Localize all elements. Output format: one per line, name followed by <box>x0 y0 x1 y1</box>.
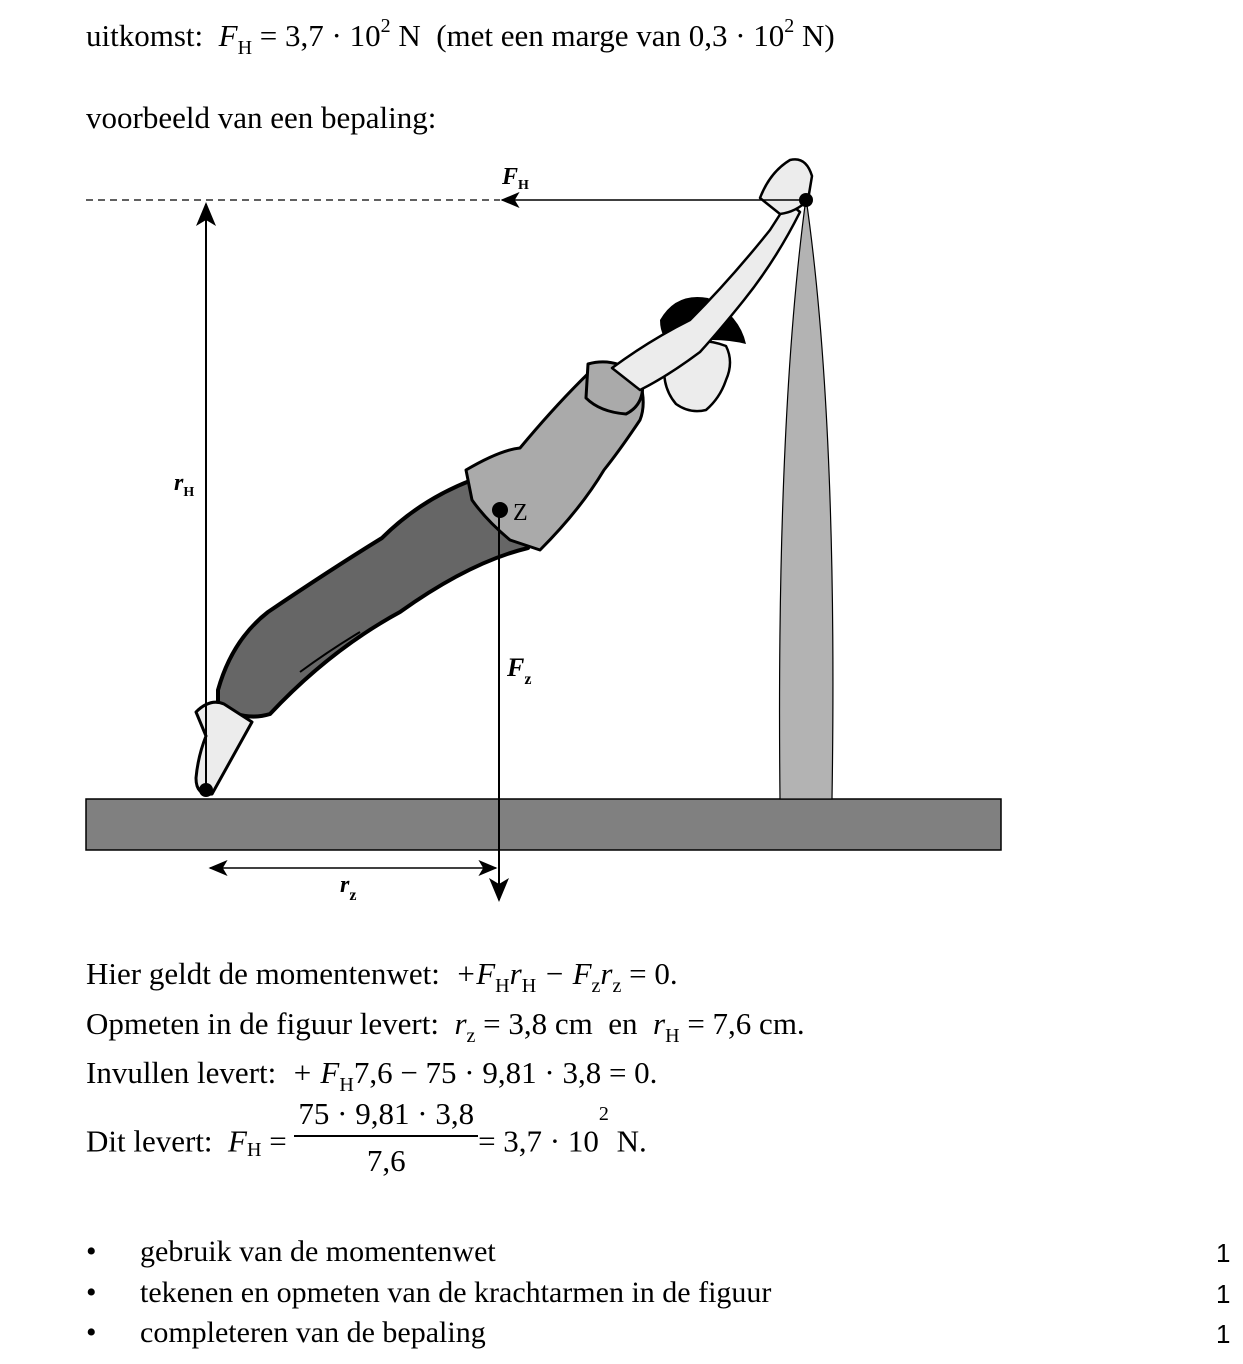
person-legs <box>218 480 528 717</box>
derivation-line-4 <box>86 1096 647 1180</box>
eq1-Fz: − F <box>536 956 592 991</box>
answer-margin-end: N) <box>802 18 835 53</box>
criterion-1-bullet: • <box>86 1235 97 1268</box>
eq4-result-exp: 2 <box>598 1103 609 1126</box>
eq2-rH: r <box>653 1006 666 1041</box>
derivation-line-3 <box>86 1057 657 1095</box>
eq3-rest: 7,6 − 75 · 9,81 · 3,8 = 0. <box>353 1055 658 1090</box>
criterion-1-points: 1 <box>1216 1238 1231 1268</box>
label-Z: Z <box>513 500 528 526</box>
derivation-line-4-text: Dit levert: <box>86 1123 213 1159</box>
eq1-FH: +F <box>455 956 496 991</box>
eq4-result: = 3,7 · 10 <box>478 1123 599 1159</box>
eq2-rH-value: = 7,6 cm. <box>679 1006 805 1041</box>
label-FH: $F_H$ <box>502 164 529 193</box>
derivation-line-2-text: Opmeten in de figuur levert: <box>86 1006 439 1041</box>
answer-margin-exp: 2 <box>784 15 795 37</box>
criterion-2-text: tekenen en opmeten van de krachtarmen in de figuur <box>140 1276 772 1309</box>
answer-unit: N <box>398 18 421 53</box>
criterion-2-points: 1 <box>1216 1279 1231 1309</box>
eq4-FH-sub: H <box>246 1139 262 1162</box>
eq3-FH: + F <box>291 1055 340 1090</box>
criterion-2-bullet: • <box>86 1276 97 1309</box>
derivation-line-1 <box>86 958 678 996</box>
answer-label: uitkomst: <box>86 18 204 53</box>
answer-eq: = 3,7 · 10 <box>259 18 381 53</box>
example-heading: voorbeeld van een bepaling: <box>86 100 437 135</box>
derivation-line-2 <box>86 1008 805 1046</box>
eq1-FH-sub: H <box>495 975 510 997</box>
eq4-numerator: 75 · 9,81 · 3,8 <box>294 1098 478 1137</box>
criterion-3-text: completeren van de bepaling <box>140 1316 486 1349</box>
eq4-unit: N. <box>616 1123 647 1159</box>
eq2-rz: r <box>454 1006 467 1041</box>
eq3-FH-sub: H <box>339 1074 354 1096</box>
derivation-line-3-text: Invullen levert: <box>86 1055 277 1090</box>
eq4-denominator: 7,6 <box>366 1143 406 1178</box>
eq1-end: = 0. <box>621 956 678 991</box>
eq1-rH: r <box>509 956 522 991</box>
eq1-rz-sub: z <box>612 975 622 997</box>
eq1-rz: r <box>600 956 613 991</box>
criterion-1-text: gebruik van de momentenwet <box>140 1235 496 1268</box>
answer-line <box>86 16 835 58</box>
answer-margin-text: (met een marge van <box>436 18 681 53</box>
criterion-3-points: 1 <box>1216 1319 1231 1349</box>
person-feet <box>196 702 252 794</box>
label-rH: $r_H$ <box>174 470 195 500</box>
eq2-rz-value: = 3,8 cm <box>475 1006 593 1041</box>
eq2-rH-sub: H <box>665 1025 680 1047</box>
eq1-rH-sub: H <box>521 975 537 997</box>
criterion-3-bullet: • <box>86 1316 97 1349</box>
answer-margin-value: 0,3 · 10 <box>688 18 785 53</box>
eq2-en: en <box>608 1006 638 1041</box>
eq4-FH: F <box>228 1123 247 1159</box>
eq4-fraction <box>294 1098 478 1176</box>
answer-exp: 2 <box>380 15 391 37</box>
eq1-Fz-sub: z <box>591 975 601 997</box>
center-of-gravity-point <box>492 502 508 518</box>
floor-bar <box>86 799 1001 850</box>
label-rz: $r_z$ <box>340 872 357 904</box>
pole <box>780 198 833 799</box>
lever-figure <box>0 140 1243 910</box>
pivot-point-feet <box>199 783 213 797</box>
label-Fz: $F_z$ <box>507 653 532 688</box>
eq4-equals: = <box>261 1123 287 1159</box>
eq2-rz-sub: z <box>466 1025 476 1047</box>
derivation-line-1-text: Hier geldt de momentenwet: <box>86 956 440 991</box>
answer-symbol: F <box>218 18 238 53</box>
answer-symbol-sub: H <box>237 37 253 59</box>
hand-contact-point <box>799 193 813 207</box>
